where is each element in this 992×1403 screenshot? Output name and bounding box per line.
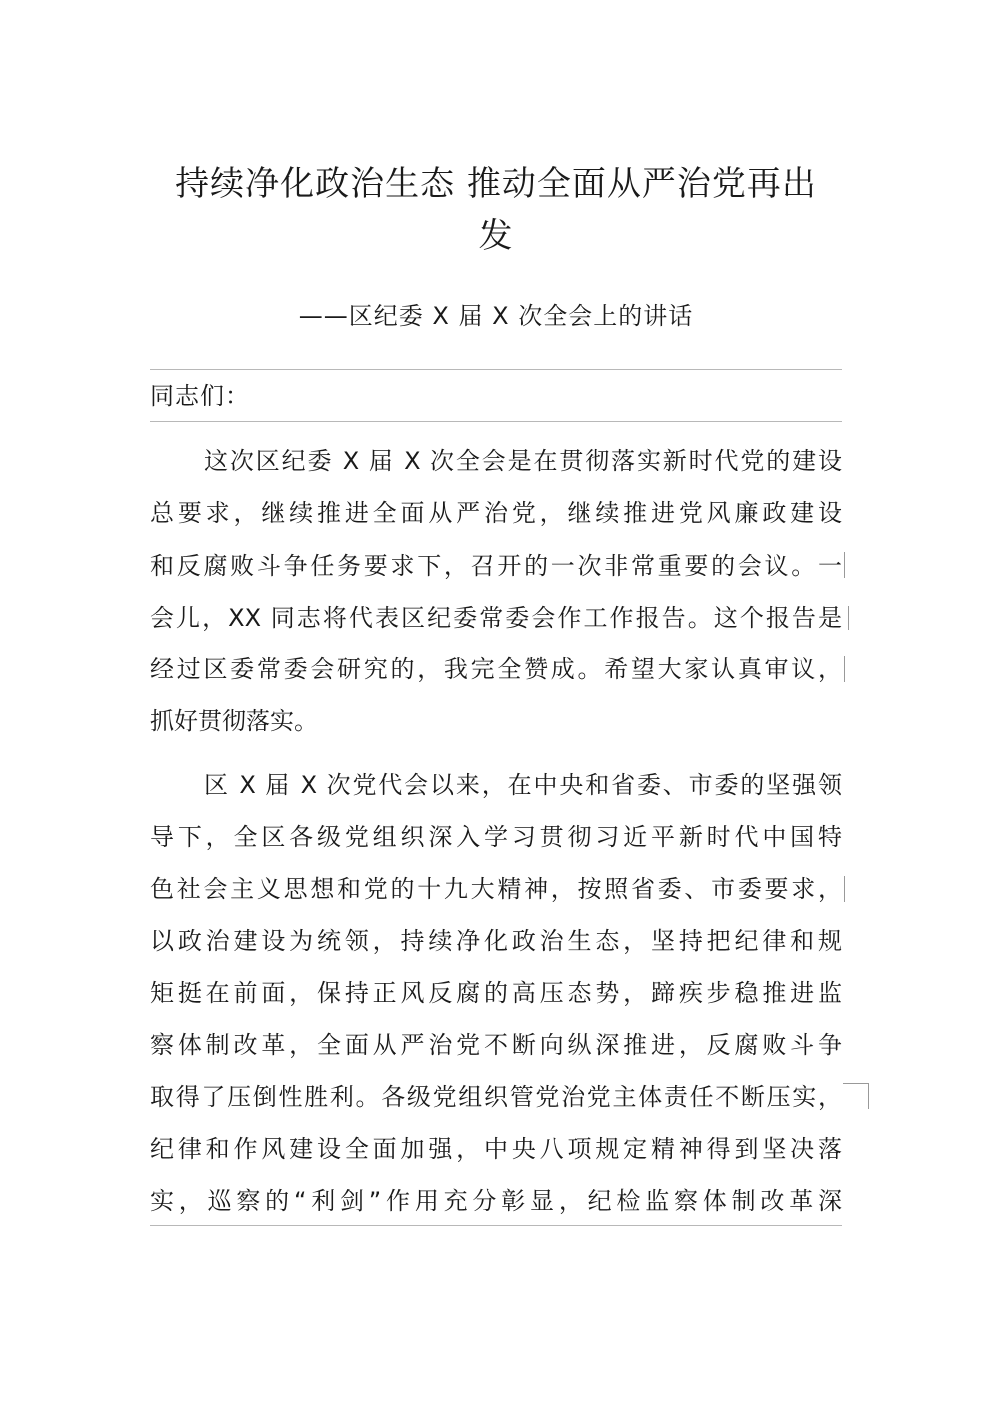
paragraph-line: 会儿，XX 同志将代表区纪委常委会作工作报告。这个报告是 (150, 604, 842, 632)
paragraph-line: 导下，全区各级党组织深入学习贯彻习近平新时代中国特 (150, 823, 842, 851)
salutation: 同志们： (150, 382, 250, 410)
margin-mark (848, 606, 849, 630)
divider-salutation (150, 421, 842, 422)
title-line-1: 持续净化政治生态 推动全面从严治党再出 (175, 164, 817, 204)
paragraph-line: 和反腐败斗争任务要求下，召开的一次非常重要的会议。一 (150, 552, 842, 580)
paragraph-line: 取得了压倒性胜利。各级党组织管党治党主体责任不断压实， (150, 1083, 842, 1111)
paragraph-line: 察体制改革，全面从严治党不断向纵深推进，反腐败斗争 (150, 1031, 842, 1059)
paragraph-line: 矩挺在前面，保持正风反腐的高压态势，蹄疾步稳推进监 (150, 979, 842, 1007)
paragraph-line: 区 X 届 X 次党代会以来，在中央和省委、市委的坚强领 (204, 771, 842, 799)
document-subtitle: ——区纪委 X 届 X 次全会上的讲话 (298, 302, 694, 330)
margin-mark (844, 552, 845, 578)
paragraph-line: 总要求，继续推进全面从严治党，继续推进党风廉政建设 (150, 499, 842, 527)
document-title (150, 158, 842, 262)
paragraph-line: 以政治建设为统领，持续净化政治生态，坚持把纪律和规 (150, 927, 842, 955)
paragraph-line: 纪律和作风建设全面加强，中央八项规定精神得到坚决落 (150, 1135, 842, 1163)
margin-mark (844, 656, 845, 682)
paragraph-line: 经过区委常委会研究的，我完全赞成。希望大家认真审议， (150, 655, 842, 683)
margin-mark (844, 876, 845, 902)
divider-bottom (150, 1225, 842, 1226)
divider-top (150, 369, 842, 370)
paragraph-line: 这次区纪委 X 届 X 次全会是在贯彻落实新时代党的建设 (204, 447, 842, 475)
paragraph-line: 抓好贯彻落实。 (150, 707, 318, 735)
paragraph-line: 实，巡察的“利剑”作用充分彰显，纪检监察体制改革深 (150, 1187, 842, 1215)
title-line-2: 发 (478, 216, 514, 256)
paragraph-line: 色社会主义思想和党的十九大精神，按照省委、市委要求， (150, 875, 842, 903)
margin-corner-mark (843, 1083, 869, 1109)
